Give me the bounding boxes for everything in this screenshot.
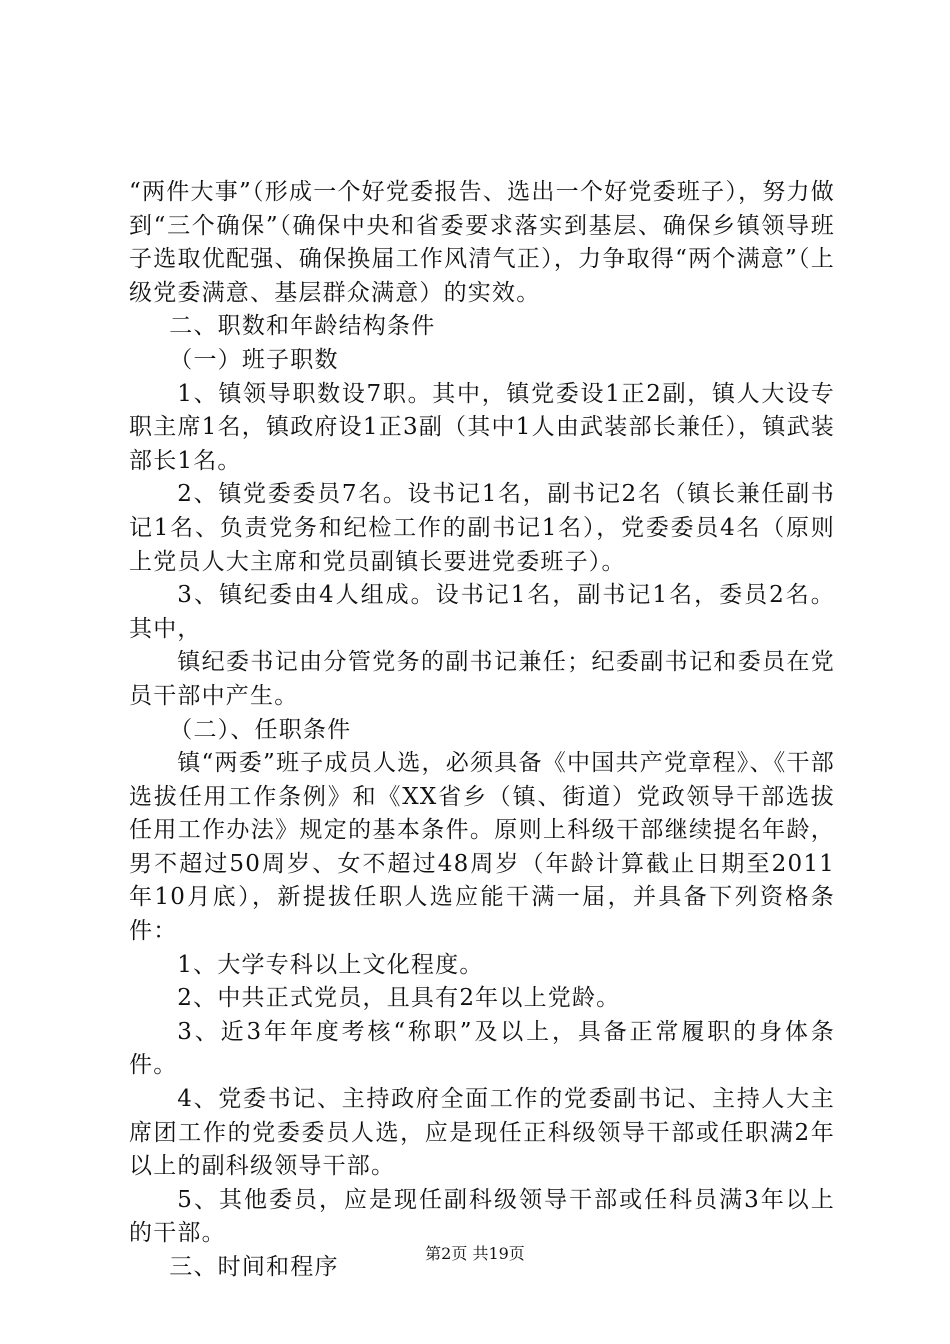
paragraph-continuation: “两件大事”（形成一个好党委报告、选出一个好党委班子），努力做到“三个确保”（确保中央和省委要求落实到基层、确保乡镇领导班子选取优配强、确保换届工作风清气正），力争取得“两个满意”（上级党委满意、基层群众满意）的实效。 (129, 179, 835, 306)
paragraph-item-1: 1、镇领导职数设7职。其中，镇党委设1正2副，镇人大设专职主席1名，镇政府设1正3副（其中1人由武装部长兼任），镇武装部长1名。 (129, 380, 835, 474)
paragraph-item-2: 2、镇党委委员7名。设书记1名，副书记2名（镇长兼任副书记1名、负责党务和纪检工作的副书记1名），党委委员4名（原则上党员人大主席和党员副镇长要进党委班子）。 (129, 481, 835, 575)
page-number: 第2页 共19页 (425, 1244, 525, 1263)
subsection-heading-2: （二）、任职条件 (169, 716, 352, 743)
condition-item-5: 5、其他委员，应是现任副科级领导干部或任科员满3年以上的干部。 (129, 1186, 835, 1247)
condition-item-3: 3、近3年年度考核“称职”及以上，具备正常履职的身体条件。 (129, 1018, 835, 1079)
paragraph-conditions: 镇“两委”班子成员人选，必须具备《中国共产党章程》、《干部选拔任用工作条例》和《XX省乡（镇、街道）党政领导干部选拔任用工作办法》规定的基本条件。原则上科级干部继续提名年龄，男不超过50周岁、女不超过48周岁（年龄计算截止日期至2011年10月底），新提拔任职人选应能干满一届，并具备下列资格条件： (129, 750, 835, 945)
condition-item-4: 4、党委书记、主持政府全面工作的党委副书记、主持人大主席团工作的党委委员人选，应是现任正科级领导干部或任职满2年以上的副科级领导干部。 (129, 1086, 835, 1180)
paragraph-discipline: 镇纪委书记由分管党务的副书记兼任；纪委副书记和委员在党员干部中产生。 (129, 649, 835, 709)
section-heading-2: 二、职数和年龄结构条件 (169, 313, 436, 340)
paragraph-item-3: 3、镇纪委由4人组成。设书记1名，副书记1名，委员2名。其中， (129, 582, 835, 642)
condition-item-2: 2、中共正式党员，且具有2年以上党龄。 (177, 985, 621, 1012)
condition-item-1: 1、大学专科以上文化程度。 (177, 951, 484, 978)
subsection-heading-1: （一）班子职数 (169, 346, 339, 373)
document-body (129, 176, 835, 1285)
section-heading-3: 三、时间和程序 (169, 1254, 339, 1280)
